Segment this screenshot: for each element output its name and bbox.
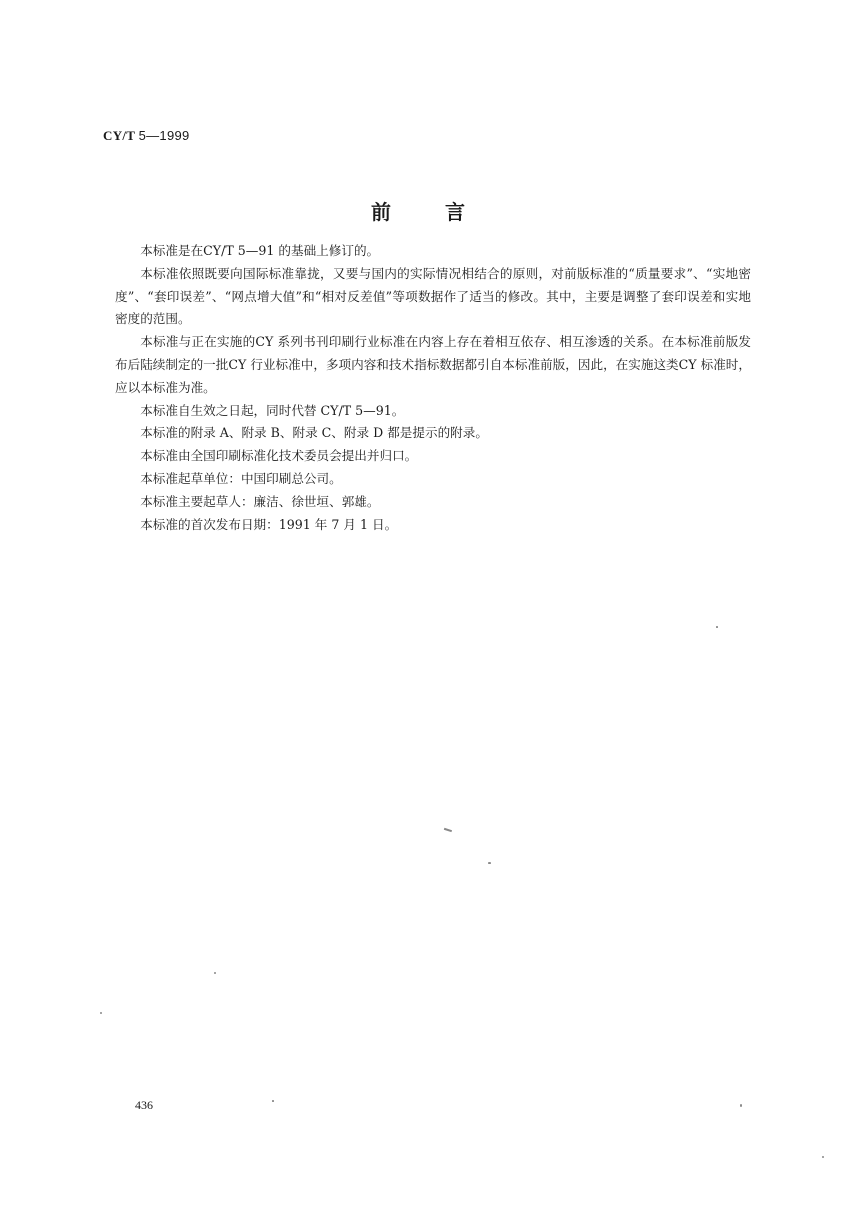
paragraph-appendices: 本标准的附录 A、附录 B、附录 C、附录 D 都是提示的附录。 — [140, 425, 488, 441]
paragraph-proposer: 本标准由全国印刷标准化技术委员会提出并归口。 — [140, 448, 418, 464]
scan-speck — [822, 1156, 824, 1158]
paragraph-drafters: 本标准主要起草人：廉洁、徐世垣、郭雄。 — [140, 493, 380, 509]
page-title: 前言 — [371, 200, 519, 224]
paragraph-first-release: 本标准的首次发布日期：1991 年 7 月 1 日。 — [140, 516, 398, 532]
doc-code-prefix: CY/T — [103, 128, 136, 143]
scan-speck — [488, 862, 491, 864]
document-code — [103, 128, 190, 144]
paragraph-revision-principle: 本标准依照既要向国际标准靠拢，又要与国内的实际情况相结合的原则，对前版标准的“质量要求”、“实地密度”、“套印误差”、“网点增大值”和“相对反差值”等项数据作了适当的修改。其中，主要是调整了套印误差和实地密度的范围。 — [115, 265, 751, 327]
scan-speck — [716, 626, 718, 628]
scan-speck — [272, 1100, 274, 1102]
page-number: 436 — [135, 1098, 153, 1112]
scan-speck — [740, 1104, 742, 1107]
doc-code-number: 5—1999 — [138, 128, 190, 143]
scan-speck — [444, 828, 452, 832]
foreword-body — [115, 240, 751, 536]
paragraph-replacement: 本标准自生效之日起，同时代替 CY/T 5—91。 — [140, 402, 405, 418]
scan-speck — [100, 1012, 102, 1014]
paragraph-relationship: 本标准与正在实施的CY 系列书刊印刷行业标准在内容上存在着相互依存、相互渗透的关系。在本标准前版发布后陆续制定的一批CY 行业标准中，多项内容和技术指标数据都引自本标准前版，因此，在实施这类CY 标准时，应以本标准为准。 — [115, 334, 751, 395]
paragraph-drafting-unit: 本标准起草单位：中国印刷总公司。 — [140, 470, 342, 486]
paragraph-revision-basis: 本标准是在CY/T 5—91 的基础上修订的。 — [140, 243, 380, 258]
scan-speck — [214, 972, 216, 974]
